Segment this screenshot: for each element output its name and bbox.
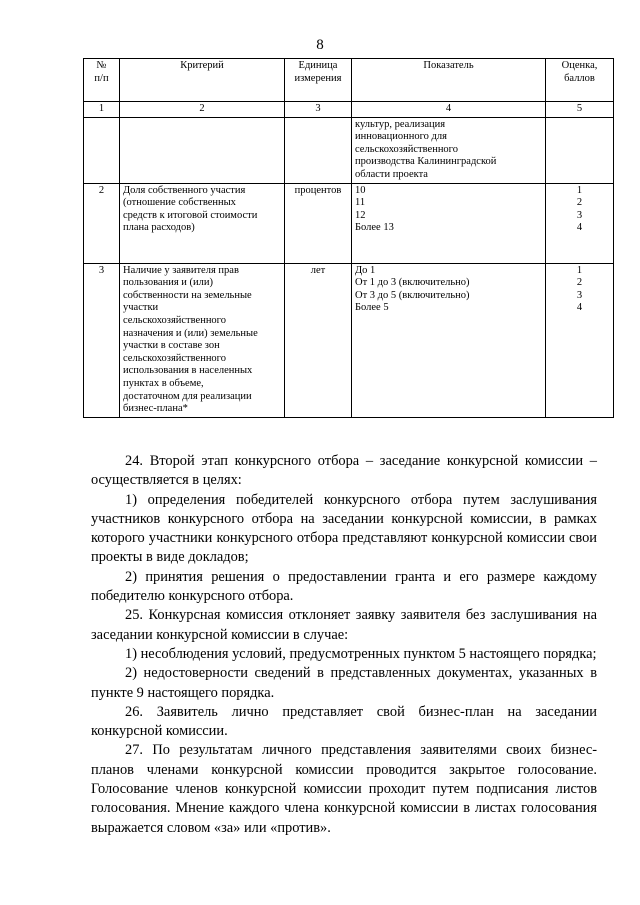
table-row: [84, 117, 614, 183]
table-row: [84, 183, 614, 263]
table-row: [84, 263, 614, 417]
column-number: 2: [120, 102, 285, 118]
paragraph: 2) принятия решения о предоставлении гранта и его размере каждому победителю конкурсного отбора.: [91, 568, 597, 605]
paragraph: 26. Заявитель лично представляет свой бизнес-план на заседании конкурсной комиссии.: [91, 703, 597, 740]
column-number: 1: [84, 102, 120, 118]
header-unit: Единица измерения: [285, 59, 352, 102]
criterion-cell: Наличие у заявителя прав пользования и (или) собственности на земельные участки сельскохозяйственного назначения и (или) земельные участки в составе зон сельскохозяйственного использования в населенных пунктах в объеме, достаточном для реализации бизнес-плана*: [120, 263, 285, 417]
paragraph: 24. Второй этап конкурсного отбора – заседание конкурсной комиссии – осуществляется в целях:: [91, 453, 597, 489]
unit-cell: процентов: [285, 183, 352, 263]
header-indicator: Показатель: [352, 59, 546, 102]
indicator-cell: 10 11 12 Более 13: [352, 183, 546, 263]
row-number: 2: [84, 183, 120, 263]
row-number: 3: [84, 263, 120, 417]
header-criterion: Критерий: [120, 59, 285, 102]
header-number: № п/п: [84, 59, 120, 102]
paragraph: 27. По результатам личного представления заявителями своих бизнес-планов членами конкурсной комиссии проводится закрытое голосование. Голосование членов конкурсной комиссии проходит путем подписания листов голосования. Мнение каждого члена конкурсной комиссии в листах голосования выражается словом «за» или «против».: [91, 742, 597, 836]
score-cell: 1 2 3 4: [546, 183, 614, 263]
body-text: [91, 452, 597, 838]
indicator-cell: До 1 От 1 до 3 (включительно) От 3 до 5 (включительно) Более 5: [352, 263, 546, 417]
criteria-table: [83, 58, 614, 418]
paragraph: 25. Конкурсная комиссия отклоняет заявку заявителя без заслушивания на заседании конкурсной комиссии в случае:: [91, 607, 597, 643]
indicator-cell: культур, реализация инновационного для сельскохозяйственного производства Калининградской области проекта: [352, 117, 546, 183]
column-number: 4: [352, 102, 546, 118]
paragraph: 1) несоблюдения условий, предусмотренных пунктом 5 настоящего порядка;: [125, 645, 597, 662]
page-number: 8: [316, 37, 324, 53]
paragraph: 2) недостоверности сведений в представленных документах, указанных в пункте 9 настоящего порядка.: [91, 665, 597, 701]
paragraph: 1) определения победителей конкурсного отбора путем заслушивания участников конкурсного отбора на заседании конкурсной комиссии, в рамках которого участники конкурсного отбора представляют конкурсной комиссии свои проекты в виде докладов;: [91, 491, 597, 566]
header-score: Оценка, баллов: [546, 59, 614, 102]
unit-cell: лет: [285, 263, 352, 417]
column-number: 3: [285, 102, 352, 118]
criterion-cell: Доля собственного участия (отношение собственных средств к итоговой стоимости плана расходов): [120, 183, 285, 263]
column-number: 5: [546, 102, 614, 118]
column-number-row: [84, 102, 614, 118]
score-cell: 1 2 3 4: [546, 263, 614, 417]
table-header-row: [84, 59, 614, 102]
